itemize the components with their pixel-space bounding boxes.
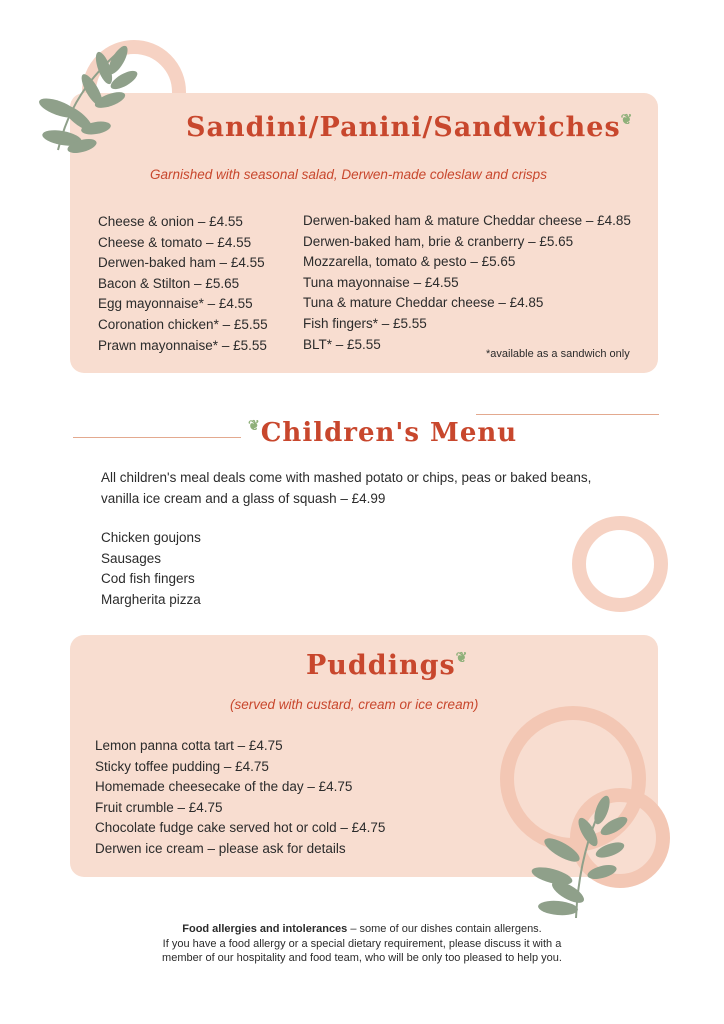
puddings-title: Puddings❦ xyxy=(306,650,469,681)
list-item: Tuna & mature Cheddar cheese – £4.85 xyxy=(303,295,544,311)
list-item: Derwen-baked ham, brie & cranberry – £5.65 xyxy=(303,233,574,249)
list-item: Chocolate fudge cake served hot or cold – £4.75 xyxy=(95,820,386,836)
list-item: Sausages xyxy=(101,550,162,566)
leaf-icon: ❦ xyxy=(248,418,261,434)
list-item: Prawn mayonnaise* – £5.55 xyxy=(98,337,267,353)
list-item: Coronation chicken* – £5.55 xyxy=(98,316,268,332)
list-item: Tuna mayonnaise – £4.55 xyxy=(303,274,459,290)
leaf-sprig-icon-bottom-right xyxy=(518,792,628,922)
puddings-subtitle: (served with custard, cream or ice cream) xyxy=(230,697,479,712)
intro-line: All children's meal deals come with mashed potato or chips, peas or baked beans, xyxy=(101,470,592,485)
leaf-sprig-icon-top-left xyxy=(28,38,138,158)
list-item: Egg mayonnaise* – £4.55 xyxy=(98,296,253,312)
children-menu-title: ❦Children's Menu xyxy=(248,418,518,448)
list-item: Margherita pizza xyxy=(101,591,201,607)
puddings-list xyxy=(95,736,385,860)
list-item: Cheese & onion – £4.55 xyxy=(98,214,243,229)
sandwich-only-note: *available as a sandwich only xyxy=(486,348,630,360)
list-item: Derwen ice cream – please ask for details xyxy=(95,840,346,856)
leaf-icon: ❦ xyxy=(455,650,469,666)
decorative-ring-middle xyxy=(572,516,668,612)
list-item: Derwen-baked ham & mature Cheddar cheese – £4.85 xyxy=(303,213,631,228)
sandwiches-title: Sandini/Panini/Sandwiches❦ xyxy=(186,112,634,143)
leaf-icon: ❦ xyxy=(620,112,634,128)
list-item: Cheese & tomato – £4.55 xyxy=(98,234,252,250)
list-item: Mozzarella, tomato & pesto – £5.65 xyxy=(303,254,516,270)
list-item: BLT* – £5.55 xyxy=(303,336,381,352)
list-item: Lemon panna cotta tart – £4.75 xyxy=(95,738,283,753)
divider-line-right xyxy=(476,414,659,415)
list-item: Fruit crumble – £4.75 xyxy=(95,799,223,815)
allergy-line-2: If you have a food allergy or a special dietary requirement, please discuss it with a xyxy=(162,937,562,950)
sandwiches-subtitle: Garnished with seasonal salad, Derwen-made coleslaw and crisps xyxy=(150,167,547,182)
list-item: Cod fish fingers xyxy=(101,571,195,587)
sandwiches-right-list xyxy=(303,211,631,355)
list-item: Derwen-baked ham – £4.55 xyxy=(98,255,265,271)
intro-line: vanilla ice cream and a glass of squash – £4.99 xyxy=(101,491,386,506)
divider-line-left xyxy=(73,437,241,438)
allergy-notice xyxy=(0,922,724,966)
list-item: Chicken goujons xyxy=(101,530,201,545)
allergy-line-3: member of our hospitality and food team, who will be only too pleased to help you. xyxy=(162,952,562,964)
sandwiches-left-list xyxy=(98,212,268,356)
allergy-heading: Food allergies and intolerances xyxy=(182,923,348,935)
list-item: Fish fingers* – £5.55 xyxy=(303,315,427,331)
children-items-list xyxy=(101,528,201,610)
list-item: Bacon & Stilton – £5.65 xyxy=(98,275,240,291)
children-intro xyxy=(101,467,591,509)
list-item: Homemade cheesecake of the day – £4.75 xyxy=(95,779,353,795)
allergy-line-1 xyxy=(0,922,724,937)
list-item: Sticky toffee pudding – £4.75 xyxy=(95,758,269,774)
allergy-line-1-rest: – some of our dishes contain allergens. xyxy=(347,923,542,935)
